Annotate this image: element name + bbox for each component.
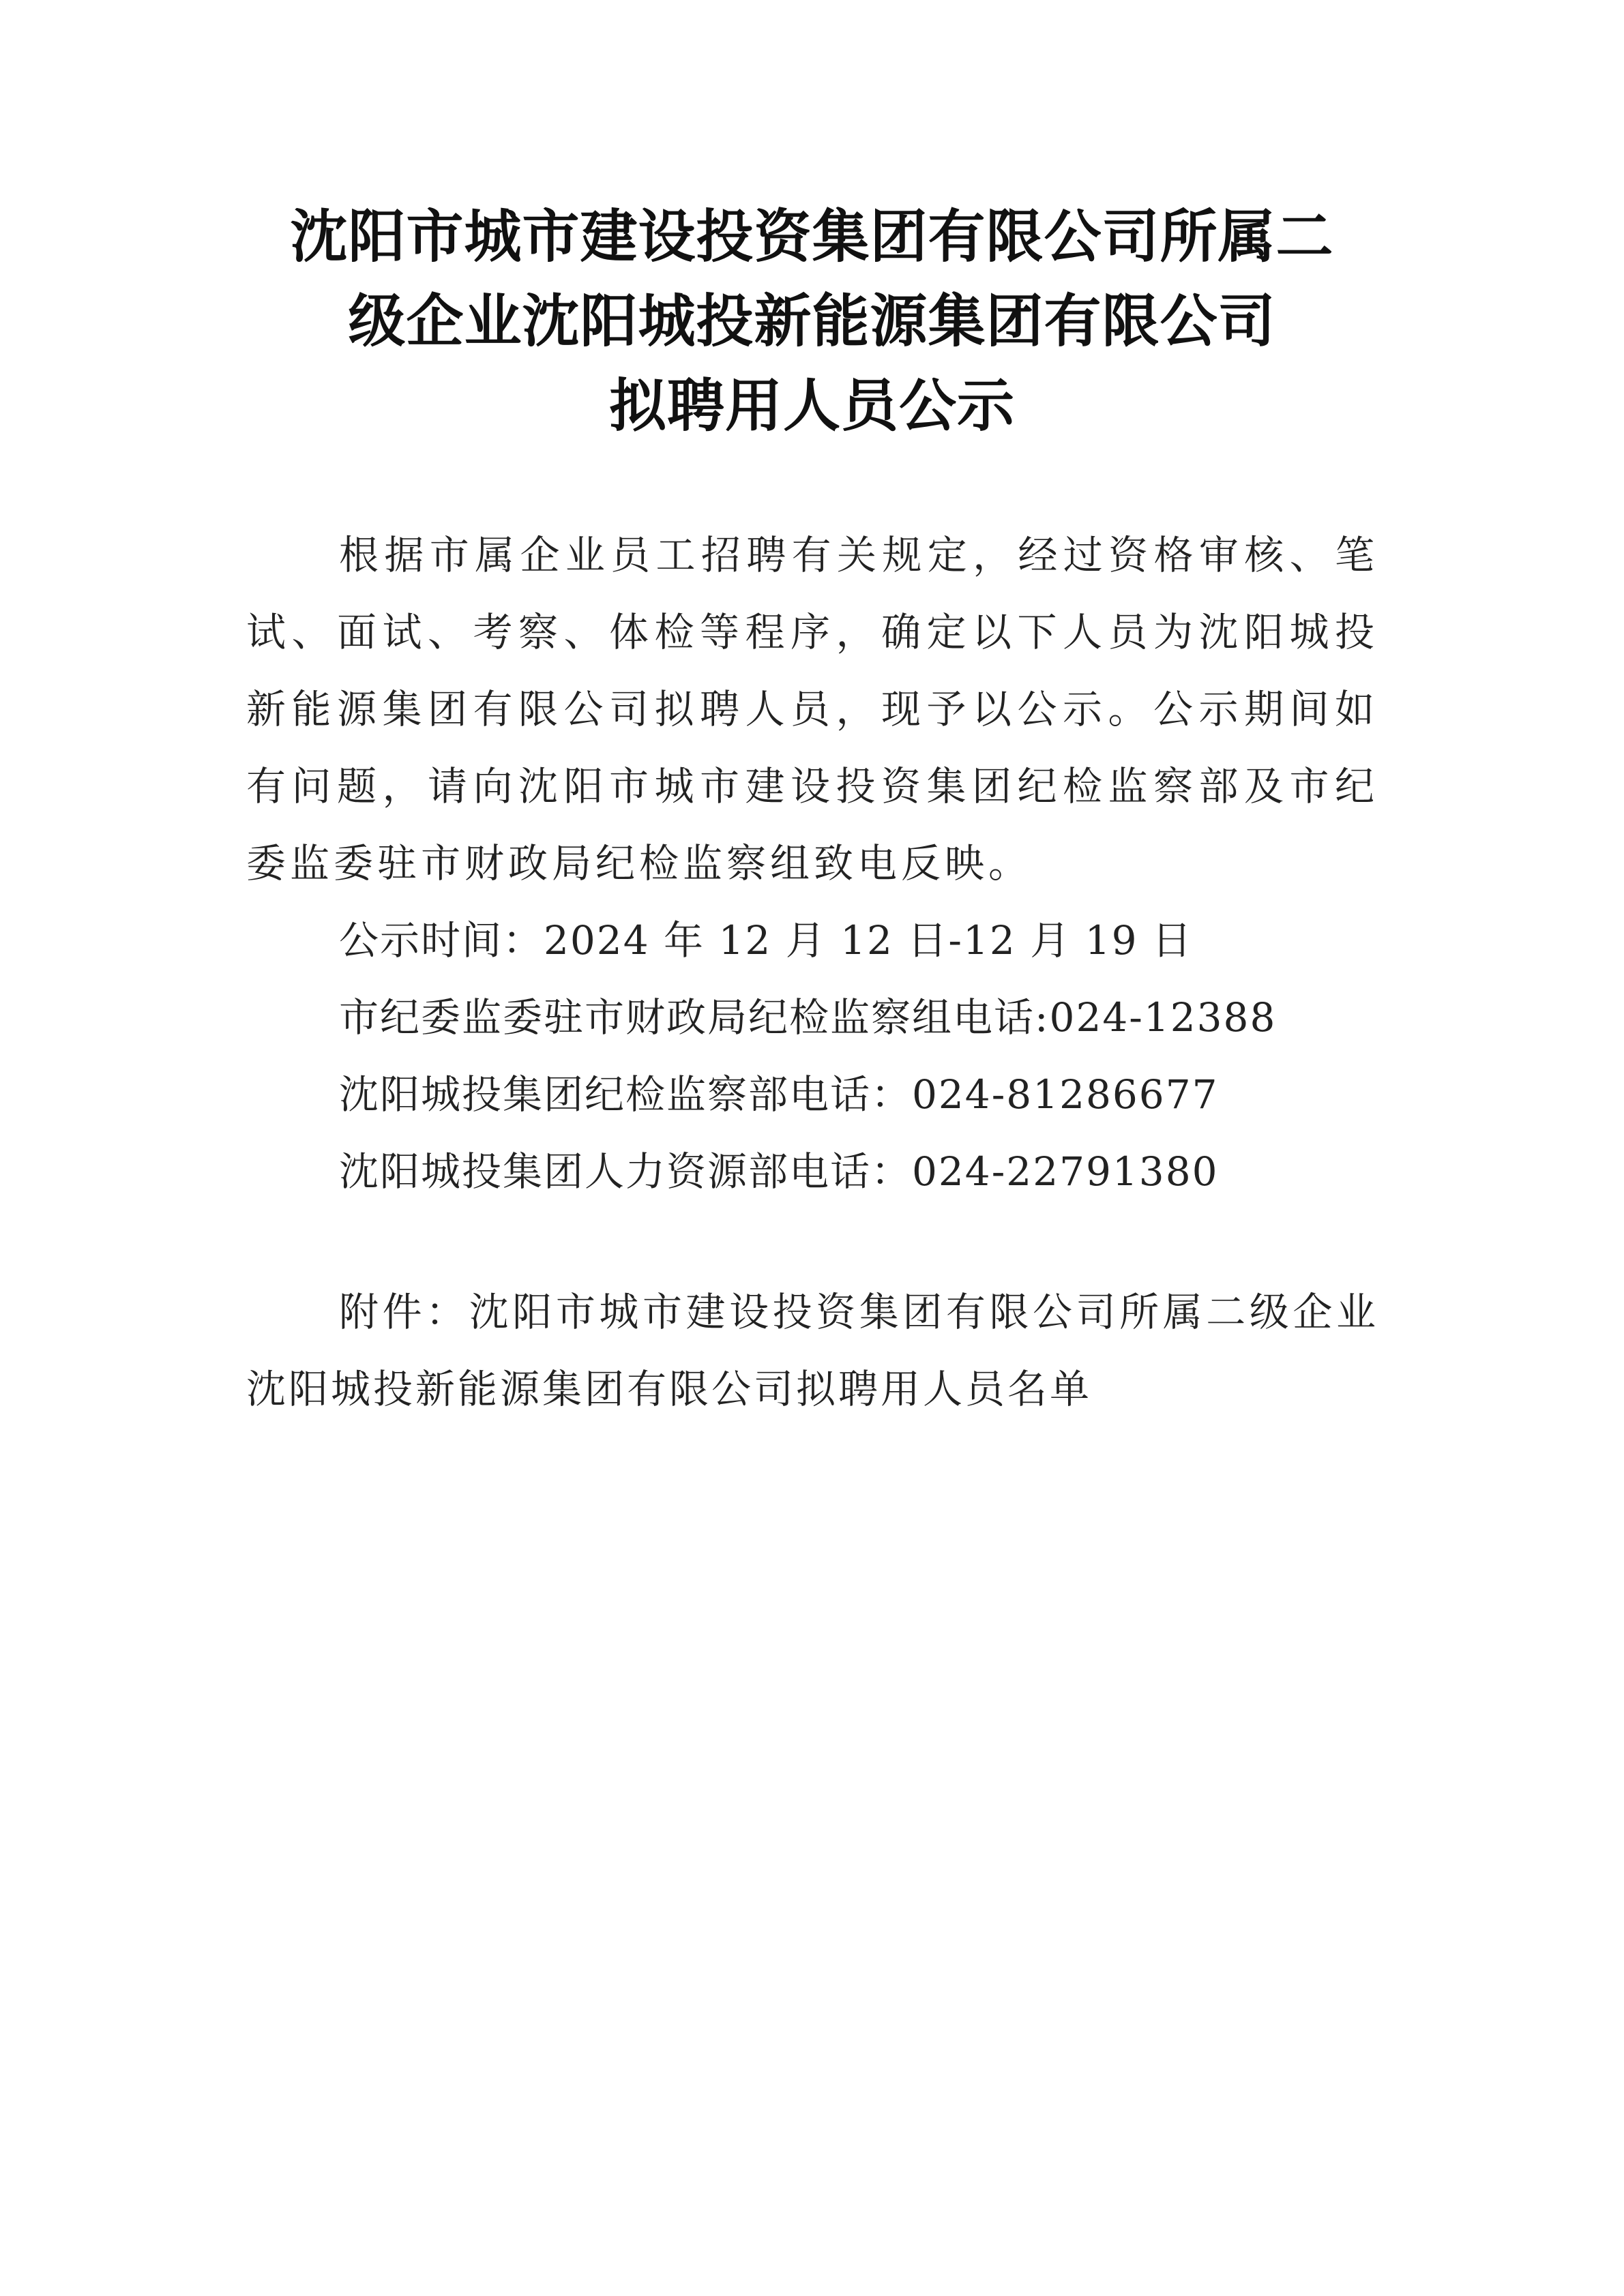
attachment-note: 附件：沈阳市城市建设投资集团有限公司所属二级企业沈阳城投新能源集团有限公司拟聘用人员名单 xyxy=(246,1289,1378,1412)
document-title xyxy=(205,194,1419,448)
title-line-3: 拟聘用人员公示 xyxy=(608,372,1015,439)
document-body xyxy=(246,517,1378,1210)
title-line-2: 级企业沈阳城投新能源集团有限公司 xyxy=(348,288,1276,355)
contact-hr-dept-phone: 沈阳城投集团人力资源部电话：024-22791380 xyxy=(339,1148,1219,1195)
contact-discipline-group-phone: 市纪委监委驻市财政局纪检监察组电话:024-12388 xyxy=(339,994,1277,1041)
publicity-period: 公示时间：2024 年 12 月 12 日-12 月 19 日 xyxy=(339,917,1193,964)
contact-discipline-dept-phone: 沈阳城投集团纪检监察部电话：024-81286677 xyxy=(339,1071,1219,1118)
intro-paragraph: 根据市属企业员工招聘有关规定，经过资格审核、笔试、面试、考察、体检等程序，确定以下人员为沈阳城投新能源集团有限公司拟聘人员，现予以公示。公示期间如有问题，请向沈阳市城市建设投资集团纪检监察部及市纪委监委驻市财政局纪检监察组致电反映。 xyxy=(246,532,1378,886)
title-line-1: 沈阳市城市建设投资集团有限公司所属二 xyxy=(290,203,1334,270)
